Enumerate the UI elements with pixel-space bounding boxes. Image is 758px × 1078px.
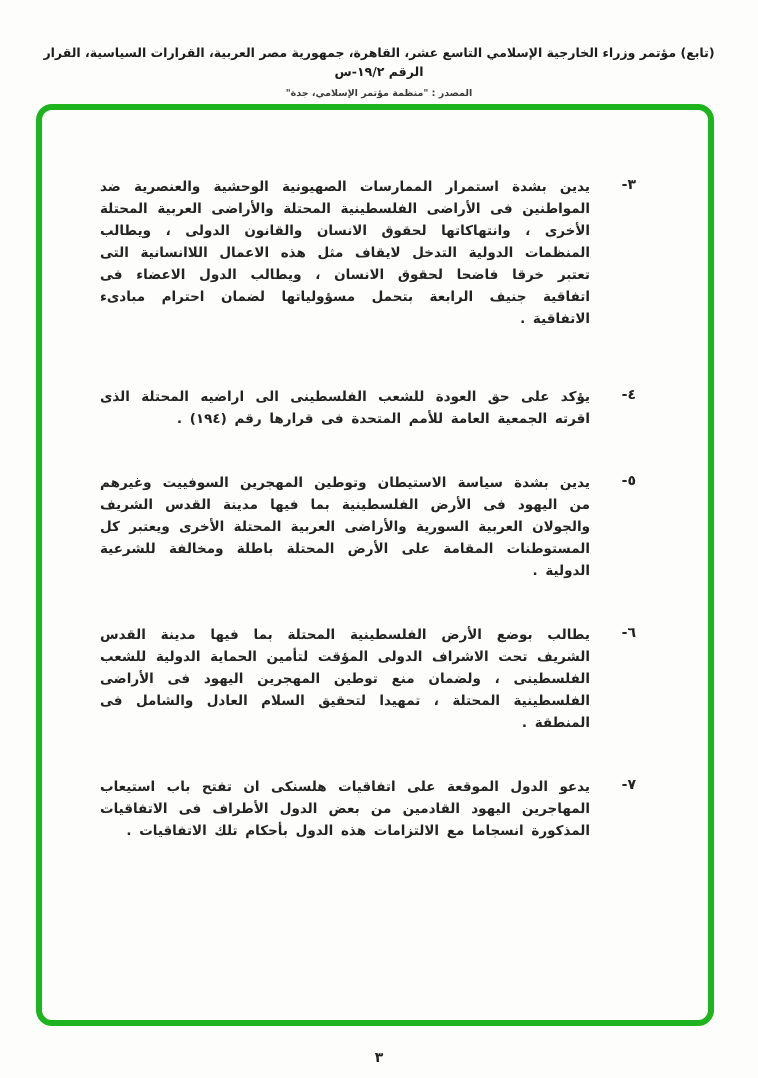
item-number: ٤- [621,387,636,403]
item-number: ٦- [621,625,636,641]
list-item [100,624,636,734]
item-text: يدعو الدول الموقعة على اتفاقيات هلسنكى ان تفتح باب استيعاب المهاجرين اليهود القادمين من بعض الدول الأطراف فى الاتفاقيات المذكورة انسجاما مع الالتزامات هذه الدول بأحكام تلك الاتفاقيات . [100,779,590,839]
item-number: ٧- [621,777,636,793]
list-item [100,776,636,842]
document-header [0,0,758,99]
document-body [42,110,708,842]
header-title: (تابع) مؤتمر وزراء الخارجية الإسلامي التاسع عشر، القاهرة، جمهورية مصر العربية، القرارات السياسية، القرار الرقم ١٩/٢-س [43,45,715,79]
page-frame-border [36,104,714,1026]
item-text: يؤكد على حق العودة للشعب الفلسطينى الى اراضيه المحتلة الذى اقرته الجمعية العامة للأمم المتحدة فى قرارها رقم (١٩٤) . [100,389,590,427]
page-number: ٣ [374,1050,384,1066]
list-item [100,472,636,582]
item-text: يطالب بوضع الأرض الفلسطينية المحتلة بما فيها مدينة القدس الشريف تحت الاشراف الدولى المؤقت لتأمين الحماية الدولية للشعب الفلسطينى ، ولضمان منع توطين المهجرين اليهود فى الأراضى الفلسطينية المحتلة ، تمهيدا لتحقيق السلام العادل والشامل فى المنطقة . [100,627,590,731]
item-number: ٥- [621,473,636,489]
list-item [100,176,636,330]
header-source-line: المصدر : "منظمة مؤتمر الإسلامي، جدة" [285,87,473,99]
item-text: يدين بشدة استمرار الممارسات الصهيونية الوحشية والعنصرية ضد المواطنين فى الأراضى الفلسطينية المحتلة والأراضى العربية المحتلة الأخرى ، وانتهاكاتها لحقوق الانسان والقانون الدولى ، ويطالب المنظمات الدولية التدخل لايقاف مثل هذه الاعمال اللاانسانية التى تعتبر خرقا فاضحا لحقوق الانسان ، ويطالب الدول الاعضاء فى اتفاقية جنيف الرابعة بتحمل مسؤولياتها لضمان احترام مبادىء الاتفاقية . [100,179,590,327]
list-item [100,386,636,430]
item-number: ٣- [621,177,636,193]
item-text: يدين بشدة سياسة الاستيطان وتوطين المهجرين السوفييت وغيرهم من اليهود فى الأرض الفلسطينية بما فيها مدينة القدس الشريف والجولان العربية السورية والأراضى العربية المحتلة الأخرى ويعتبر كل المستوطنات المقامة على الأرض المحتلة باطلة ومخالفة للشرعية الدولية . [100,475,590,579]
